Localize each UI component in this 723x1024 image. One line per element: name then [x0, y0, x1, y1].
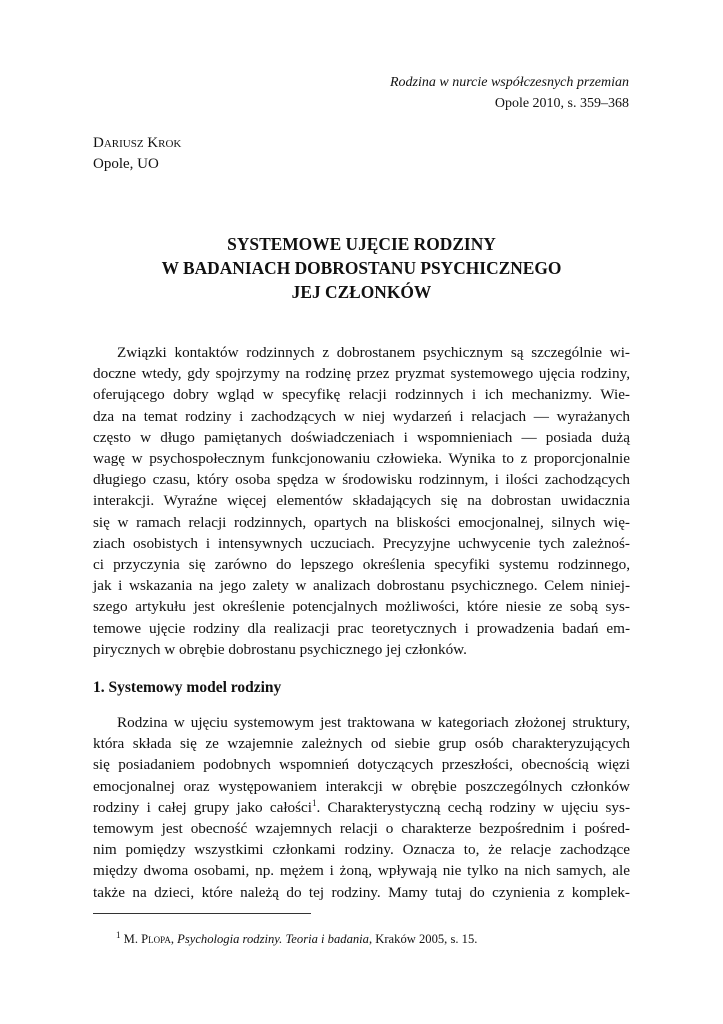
publication-pages: Opole 2010, s. 359–368	[494, 96, 629, 111]
author-affiliation: Opole, UO	[93, 156, 159, 172]
text-line: oferującego dobry wgląd w specyfikę relacji rodzinnych i ich mechanizmy. Wie-	[93, 386, 630, 404]
text-line: Związki kontaktów rodzinnych z dobrostanem psychicznym są szczególnie wi-	[117, 344, 630, 361]
text-line: temowym jest obecność wzajemnych relacji o charakterze bezpośrednim i pośred-	[93, 820, 630, 838]
text-line: pirycznych w obrębie dobrostanu psychicznego jej członków.	[93, 640, 467, 658]
text-line: szego artykułu jest określenie potencjalnych możliwości, które niesie ze sobą sys-	[93, 598, 630, 616]
text-line: między dwoma osobami, np. mężem i żoną, wpływają nie tylko na nich samych, ale	[93, 862, 630, 880]
footnote-divider	[93, 913, 311, 914]
running-header	[390, 72, 629, 114]
abstract-paragraph	[93, 342, 630, 660]
text-line: interakcji. Wyraźne więcej elementów składających się na dobrostan uwidacznia	[93, 492, 630, 510]
text-line: temowe ujęcie rodziny dla realizacji prac teoretycznych i prowadzenia badań em-	[93, 619, 630, 637]
text-fragment: rodziny i całej grupy jako całości	[93, 798, 313, 816]
article-title	[93, 232, 630, 304]
text-line: się posiadaniem podobnych wspomnień dotyczących przeszłości, obecnością więzi	[93, 756, 630, 774]
text-line: często w długo pamiętanych doświadczeniach i wspomnieniach — posiada dużą	[93, 428, 630, 446]
series-title: Rodzina w nurcie współczesnych przemian	[389, 75, 629, 90]
footnote: $^1$ M. Plopa, Psychologia rodziny. Teoria i badania, Kraków 2005, s. 15.	[116, 929, 478, 946]
text-line: także na dzieci, które należą do tej rodziny. Mamy tutaj do czynienia z komplek-	[93, 883, 630, 901]
title-line: JEJ CZŁONKÓW	[291, 282, 432, 302]
footnote-title: Psychologia rodziny. Teoria i badania	[177, 932, 369, 946]
text-line: nim pomiędzy wszystkimi członkami rodziny. Oznacza to, że relacje zachodzące	[93, 841, 630, 859]
title-line: SYSTEMOWE UJĘCIE RODZINY	[227, 234, 496, 254]
author-block	[93, 133, 181, 175]
text-line: jak i wskazania na jego zalety w analizach dobrostanu psychicznego. Celem niniej-	[93, 577, 630, 595]
footnote-details: , Kraków 2005, s. 15.	[368, 932, 478, 946]
footnote-author: M. Plopa	[123, 932, 171, 946]
text-line: wagę w psychospołecznym funkcjonowaniu człowieka. Wynika to z proporcjonalnie	[93, 450, 630, 468]
text-line: ci przyczynia się zarówno do lepszego określenia specyfiki systemu rodzinnego,	[93, 556, 630, 574]
text-line: która składa się ze wzajemnie zależnych od siebie grup osób charakteryzujących	[93, 735, 630, 753]
text-line: doczne wtedy, gdy spojrzymy na rodzinę przez pryzmat systemowego ujęcia rodziny,	[93, 365, 630, 383]
text-fragment: . Charakterystyczną cechą rodziny w ujęciu sys-	[316, 798, 630, 816]
text-line: ziach osobistych i intensywnych uczuciach. Precyzyjne uchwycenie tych zależnoś-	[93, 534, 630, 552]
body-paragraph	[93, 712, 630, 903]
title-line: W BADANIACH DOBROSTANU PSYCHICZNEGO	[161, 258, 562, 278]
footnote-ref[interactable]: 1	[312, 797, 317, 808]
author-name: Dariusz Krok	[93, 135, 182, 151]
text-line	[93, 797, 630, 818]
section-heading: 1. Systemowy model rodziny	[93, 679, 282, 696]
text-line: się w ramach relacji rodzinnych, opartych na bliskości emocjonalnej, silnych wię-	[93, 513, 630, 531]
footnote-marker: 1	[116, 929, 121, 940]
text-line: dza na temat rodziny i zachodzących w niej wydarzeń i relacjach — wyrażanych	[93, 407, 630, 425]
text-line: długiego czasu, który osoba spędza w środowisku rodzinnym, i ilości zachodzących	[93, 471, 630, 489]
text-line: emocjonalnej oraz występowaniem interakcji w obrębie poszczególnych członków	[93, 777, 630, 795]
text-line: Rodzina w ujęciu systemowym jest traktowana w kategoriach złożonej struktury,	[117, 714, 630, 731]
